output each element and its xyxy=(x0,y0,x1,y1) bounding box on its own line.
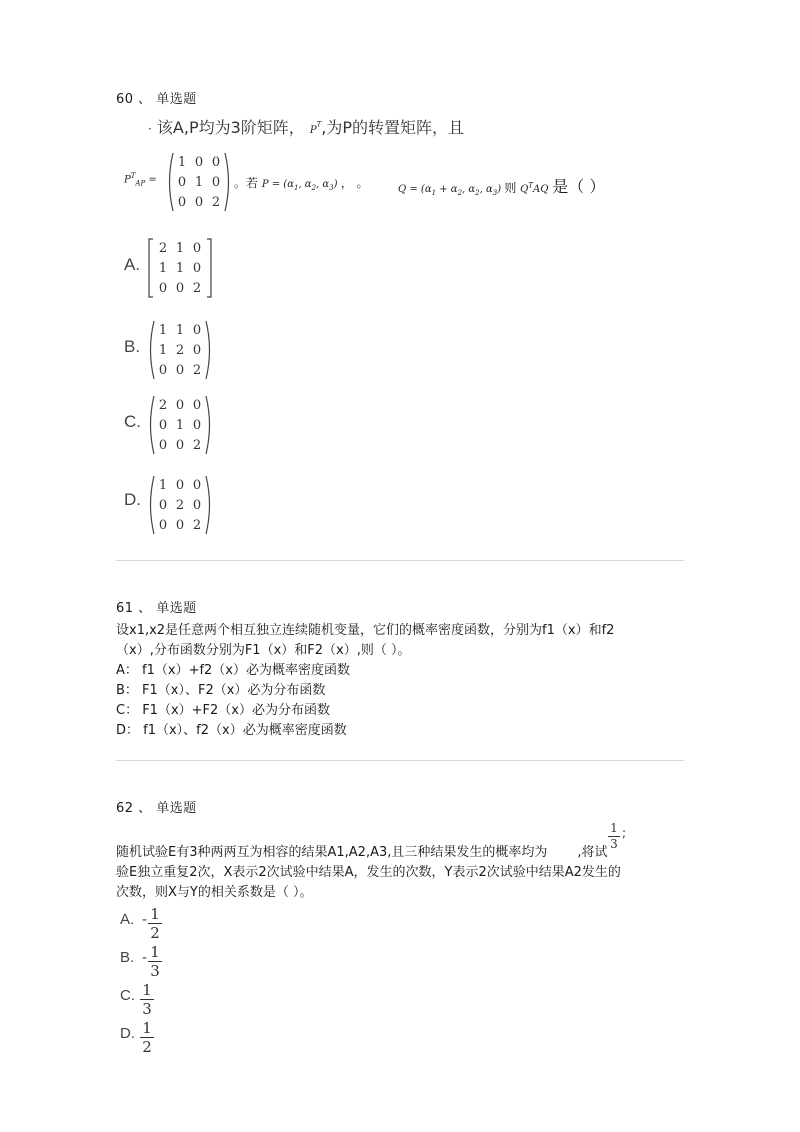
matrix-entry: 0 xyxy=(158,498,168,513)
left-paren xyxy=(151,321,155,379)
matrix-entry: 0 xyxy=(192,241,202,256)
stem-line: 次数，则X与Y的相关系数是（ ）。 xyxy=(116,885,313,900)
matrix-entry: 0 xyxy=(158,363,168,378)
q60-option-a-letter: A. xyxy=(124,255,141,274)
matrix-entry: 2 xyxy=(158,241,168,256)
fraction: 1 3 xyxy=(140,982,154,1017)
question-62-header: 62 、 单选题 xyxy=(116,801,197,816)
matrix-entry: 0 xyxy=(158,438,168,453)
divider xyxy=(116,760,684,761)
matrix-entry: 2 xyxy=(192,281,202,296)
fraction: 1 3 xyxy=(148,944,162,979)
inline-fraction-one-third: 1 3 xyxy=(608,822,620,851)
matrix-entry: 1 xyxy=(158,478,168,493)
q61-option-a[interactable]: A： f1（x）+f2（x）必为概率密度函数 xyxy=(116,663,351,678)
stem-line: （x）,分布函数分别为F1（x）和F2（x）,则（ ）。 xyxy=(116,643,411,658)
given-matrix xyxy=(164,150,234,214)
matrix-entry: 2 xyxy=(158,398,168,413)
matrix-entry: 2 xyxy=(211,195,221,210)
q60-option-c-matrix[interactable] xyxy=(145,393,215,457)
left-bracket xyxy=(149,239,153,297)
stem-line: 设x1,x2是任意两个相互独立连续随机变量，它们的概率密度函数，分别为f1（x）和f2 xyxy=(116,623,615,638)
right-paren xyxy=(225,153,229,211)
matrix-entry: 1 xyxy=(175,418,185,433)
matrix-entry: 0 xyxy=(175,363,185,378)
q62-option-d[interactable]: D. 1 2 xyxy=(120,1020,180,1056)
matrix-entry: 0 xyxy=(158,418,168,433)
q61-option-d[interactable]: D： f1（x）、f2（x）必为概率密度函数 xyxy=(116,723,347,738)
matrix-entry: 0 xyxy=(158,281,168,296)
q61-option-c[interactable]: C： F1（x）+F2（x）必为分布函数 xyxy=(116,703,330,718)
matrix-entry: 0 xyxy=(192,398,202,413)
matrix-entry: 1 xyxy=(177,155,187,170)
stem-line: 随机试验E有3种两两互为相容的结果A1,A2,A3,且三种结果发生的概率均为 ,将试 xyxy=(116,845,608,860)
matrix-entry: 0 xyxy=(192,418,202,433)
left-paren xyxy=(151,396,155,454)
matrix-entry: 2 xyxy=(175,343,185,358)
q60-option-d-matrix[interactable] xyxy=(145,473,215,537)
matrix-entry: 0 xyxy=(177,175,187,190)
matrix-entry: 0 xyxy=(175,281,185,296)
matrix-entry: 0 xyxy=(158,518,168,533)
question-61-header: 61 、 单选题 xyxy=(116,601,197,616)
matrix-entry: 1 xyxy=(175,241,185,256)
right-paren xyxy=(206,321,210,379)
q60-option-a-matrix[interactable] xyxy=(145,236,215,300)
question-60-header: 60 、 单选题 xyxy=(116,92,197,107)
matrix-entry: 2 xyxy=(192,518,202,533)
q62-option-c[interactable]: C. 1 3 xyxy=(120,982,180,1018)
matrix-entry: 0 xyxy=(175,518,185,533)
matrix-entry: 1 xyxy=(158,343,168,358)
stem-line: 验E独立重复2次，X表示2次试验中结果A，发生的次数，Y表示2次试验中结果A2发生的 xyxy=(116,865,621,880)
matrix-entry: 0 xyxy=(211,175,221,190)
matrix-entry: 0 xyxy=(194,155,204,170)
matrix-entry: 1 xyxy=(175,323,185,338)
matrix-entry: 2 xyxy=(175,498,185,513)
matrix-entry: 0 xyxy=(211,155,221,170)
question-61-stem xyxy=(116,621,614,741)
q60-option-b-matrix[interactable] xyxy=(145,318,215,382)
question-60-stem-line1: · 该A,P均为3阶矩阵， $P^T$,为P的转置矩阵，且 xyxy=(148,118,465,137)
q62-option-b[interactable]: B. - 1 3 xyxy=(120,944,180,980)
matrix-entry: 0 xyxy=(192,261,202,276)
right-paren xyxy=(206,476,210,534)
matrix-entry: 0 xyxy=(192,478,202,493)
matrix-entry: 1 xyxy=(175,261,185,276)
fraction: 1 2 xyxy=(140,1020,154,1055)
matrix-entry: 0 xyxy=(175,478,185,493)
q60-option-d-letter: D. xyxy=(124,490,141,509)
matrix-entry: 2 xyxy=(192,438,202,453)
matrix-entry: 0 xyxy=(175,438,185,453)
matrix-entry: 0 xyxy=(192,323,202,338)
matrix-entry: 0 xyxy=(177,195,187,210)
matrix-entry: 0 xyxy=(192,343,202,358)
matrix-entry: 1 xyxy=(158,323,168,338)
left-paren xyxy=(151,476,155,534)
right-paren xyxy=(206,396,210,454)
matrix-entry: 0 xyxy=(194,195,204,210)
question-60-stem-line2: $P^T_{AP}$ = 1 0 0 0 1 0 0 0 2 。若 $P = (\alpha_1$, $\alpha_2$, $\alpha_3$) ， 。 $Q = (\alpha_1 + \alpha_2$, $\alpha_2$, $\alpha_3$) 则 $Q^TAQ$ 是（ ） xyxy=(124,150,684,214)
inline-fraction-trail: ; xyxy=(622,826,627,840)
matrix-entry: 1 xyxy=(158,261,168,276)
left-paren xyxy=(170,153,174,211)
matrix-entry: 0 xyxy=(192,498,202,513)
question-62-stem xyxy=(116,843,621,903)
q62-option-a[interactable]: A. - 1 2 xyxy=(120,906,180,942)
q60-option-b-letter: B. xyxy=(124,337,141,356)
q61-option-b[interactable]: B： F1（x）、F2（x）必为分布函数 xyxy=(116,683,326,698)
matrix-entry: 1 xyxy=(194,175,204,190)
q60-option-c-letter: C. xyxy=(124,412,141,431)
matrix-entry: 0 xyxy=(175,398,185,413)
right-bracket xyxy=(207,239,211,297)
matrix-entry: 2 xyxy=(192,363,202,378)
fraction: 1 2 xyxy=(148,906,162,941)
divider xyxy=(116,560,684,561)
